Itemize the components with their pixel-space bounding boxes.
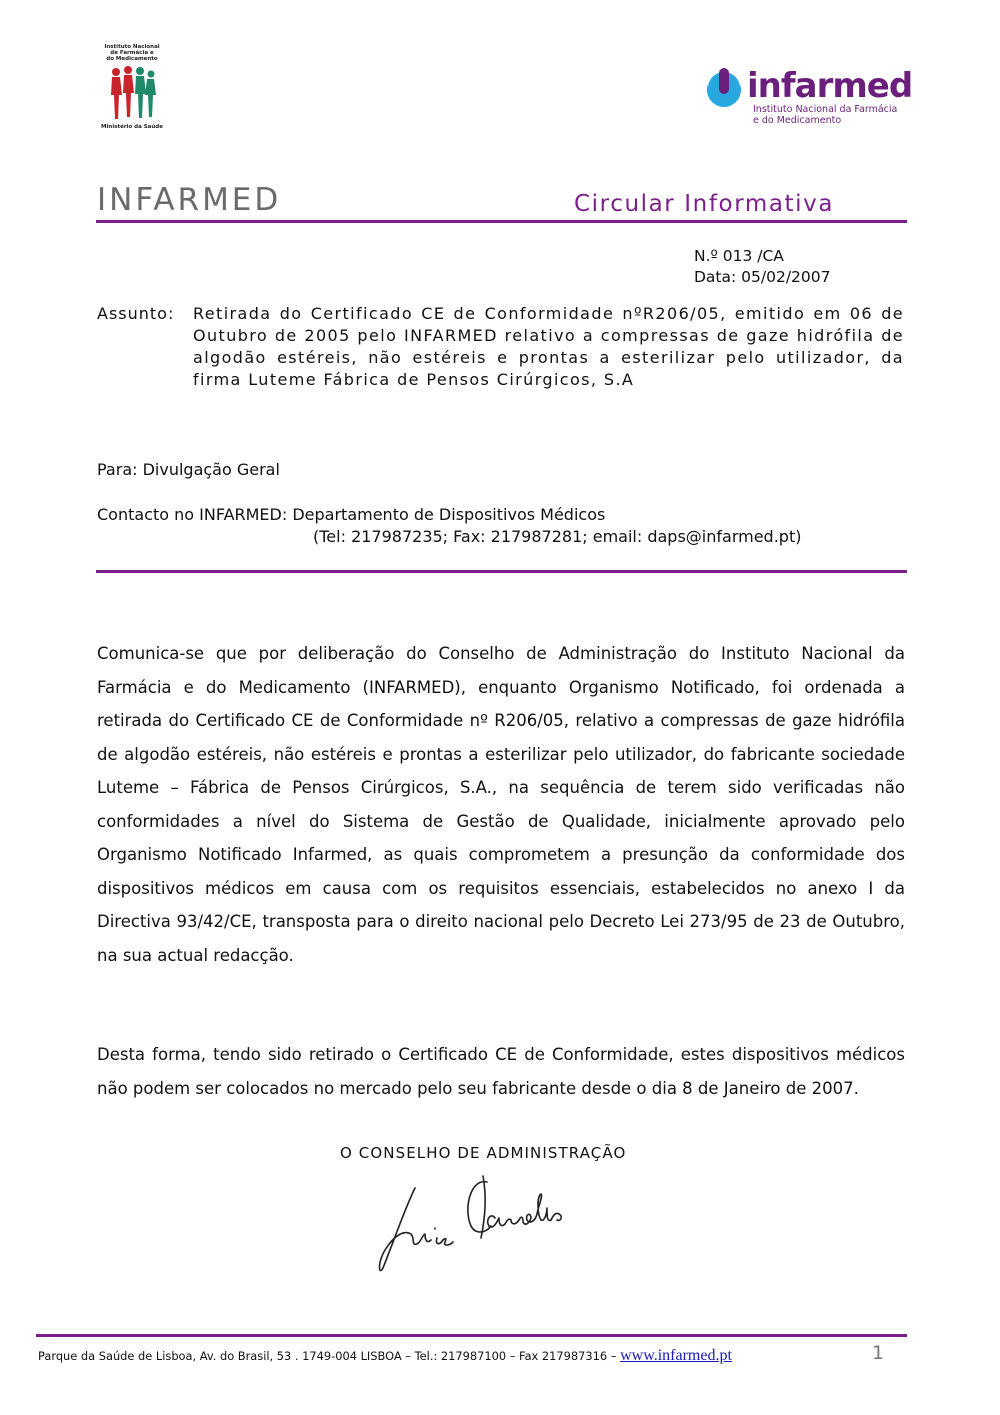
logo-subtitle-line: e do Medicamento xyxy=(753,115,842,126)
contact-line: Contacto no INFARMED: Departamento de Dispositivos Médicos xyxy=(97,505,606,524)
page-number: 1 xyxy=(872,1342,885,1364)
document-brand: INFARMED xyxy=(97,182,282,218)
infarmed-logo xyxy=(703,66,913,128)
logo-subtitle xyxy=(753,104,897,126)
logo-subtitle-line: Instituto Nacional da Farmácia xyxy=(753,104,898,115)
signature xyxy=(375,1168,575,1278)
subject-label: Assunto: xyxy=(97,304,175,323)
body-paragraph: Comunica-se que por deliberação do Conselho de Administração do Instituto Nacional da Farmácia e do Medicamento (INFARMED), enquanto Organismo Notificado, foi ordenada a retirada do Certificado CE de Conformidade nº R206/05, relativo a compressas de gaze hidrófila de algodão estéreis, não estéreis e prontas a esterilizar pelo utilizador, do fabricante sociedade Luteme – Fábrica de Pensos Cirúrgicos, S.A., na sequência de terem sido verificadas não conformidades a nível do Sistema de Gestão de Qualidade, inicialmente aprovado pelo Organismo Notificado Infarmed, as quais comprometem a presunção da conformidade dos dispositivos médicos em causa com os requisitos essenciais, estabelecidos no anexo I da Directiva 93/42/CE, transposta para o direito nacional pelo Decreto Lei 273/95 de 23 de Outubro, na sua actual redacção. xyxy=(97,644,905,965)
logo-ministry: Ministério da Saúde xyxy=(101,124,163,130)
signoff: O CONSELHO DE ADMINISTRAÇÃO xyxy=(340,1144,627,1162)
reference-block xyxy=(694,246,831,288)
document-type: Circular Informativa xyxy=(574,191,835,217)
footer-address: Parque da Saúde de Lisboa, Av. do Brasil, 53 . 1749-004 LISBOA – Tel.: 217987100 – Fax 217987316 – xyxy=(38,1349,621,1363)
footer xyxy=(38,1347,732,1365)
figures-icon xyxy=(104,64,160,122)
logo-brand: infarmed xyxy=(747,66,913,106)
subject-text: Retirada do Certificado CE de Conformidade nºR206/05, emitido em 06 de Outubro de 2005 pelo INFARMED relativo a compressas de gaze hidrófila de algodão estéreis, não estéreis e prontas a esterilizar pelo utilizador, da firma Luteme Fábrica de Pensos Cirúrgicos, S.A xyxy=(193,304,904,389)
circular-number: N.º 013 /CA xyxy=(694,247,784,265)
logo-title-line: de Farmácia e xyxy=(110,50,154,56)
recipients: Para: Divulgação Geral xyxy=(97,460,280,479)
infarmed-symbol-icon xyxy=(703,68,745,110)
logo-title-line: do Medicamento xyxy=(106,56,158,62)
section-divider xyxy=(96,570,907,573)
ministry-logo xyxy=(92,44,172,140)
contact-details: (Tel: 217987235; Fax: 217987281; email: daps@infarmed.pt) xyxy=(313,527,802,546)
header-divider xyxy=(96,220,907,223)
website-link[interactable]: www.infarmed.pt xyxy=(620,1347,732,1364)
circular-date: Data: 05/02/2007 xyxy=(694,268,831,286)
footer-divider xyxy=(36,1334,907,1337)
logo-title-line: Instituto Nacional xyxy=(104,44,160,50)
body-paragraph: Desta forma, tendo sido retirado o Certificado CE de Conformidade, estes dispositivos médicos não podem ser colocados no mercado pelo seu fabricante desde o dia 8 de Janeiro de 2007. xyxy=(97,1045,905,1098)
